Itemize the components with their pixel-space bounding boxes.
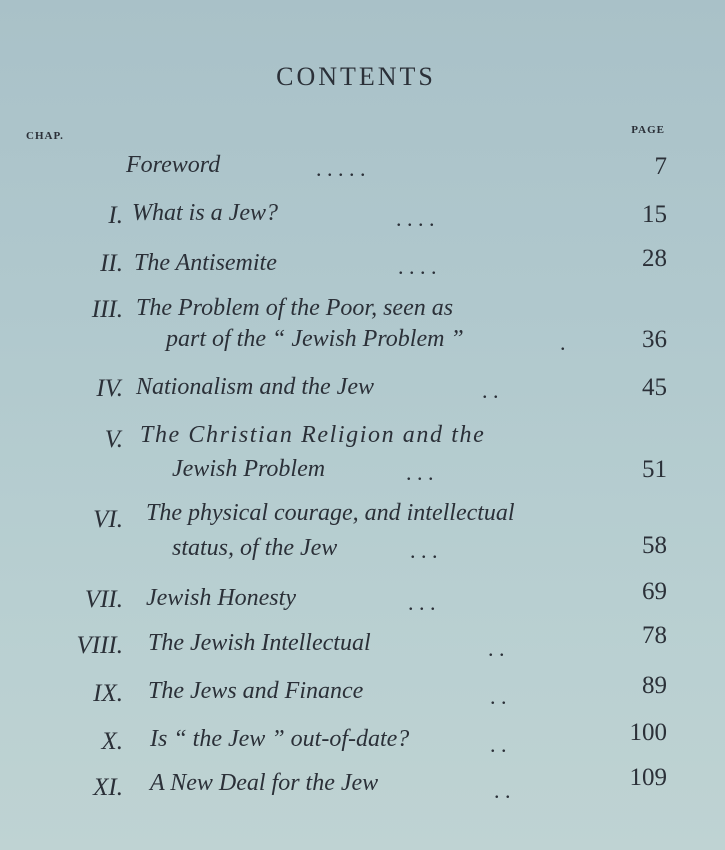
leader-dots: . . bbox=[494, 778, 511, 803]
entry-title: Is “ the Jew ” out-of-date? bbox=[150, 726, 410, 752]
chapter-number: VIII. bbox=[76, 632, 123, 659]
page-column-header: PAGE bbox=[631, 124, 665, 136]
leader-dots: . bbox=[560, 330, 566, 355]
leader-dots: . . . . bbox=[396, 206, 435, 231]
leader-dots: . . . bbox=[408, 590, 436, 615]
entry-title: What is a Jew? bbox=[132, 200, 278, 226]
page-number: 78 bbox=[642, 622, 667, 649]
page-number: 7 bbox=[654, 153, 667, 180]
chapter-number: II. bbox=[100, 250, 123, 277]
chapter-number: VI. bbox=[93, 506, 123, 533]
page-number: 15 bbox=[642, 201, 667, 228]
leader-dots: . . . . bbox=[398, 254, 437, 279]
page-number: 69 bbox=[642, 578, 667, 605]
chapter-number: VII. bbox=[84, 586, 123, 613]
page-number: 89 bbox=[642, 672, 667, 699]
page-number: 51 bbox=[642, 456, 667, 483]
chapter-number: IV. bbox=[96, 375, 123, 402]
chapter-column-header: CHAP. bbox=[26, 130, 64, 142]
entry-title: Foreword bbox=[126, 152, 221, 178]
leader-dots: . . . bbox=[410, 538, 438, 563]
entry-title: The Antisemite bbox=[134, 250, 277, 276]
page-number: 45 bbox=[642, 374, 667, 401]
leader-dots: . . bbox=[482, 378, 499, 403]
entry-title: The Christian Religion and the bbox=[140, 422, 486, 448]
contents-title: CONTENTS bbox=[276, 62, 436, 91]
chapter-number: III. bbox=[91, 296, 123, 323]
entry-title: A New Deal for the Jew bbox=[150, 770, 379, 796]
entry-title: The Jewish Intellectual bbox=[148, 630, 371, 656]
entry-title: The Problem of the Poor, seen as bbox=[136, 295, 454, 321]
entry-title-continued: Jewish Problem bbox=[172, 456, 326, 482]
leader-dots: . . bbox=[490, 684, 507, 709]
chapter-number: X. bbox=[101, 728, 123, 755]
leader-dots: . . bbox=[490, 732, 507, 757]
page-number: 58 bbox=[642, 532, 667, 559]
entry-title-continued: status, of the Jew bbox=[172, 535, 338, 561]
page-number: 28 bbox=[642, 245, 667, 272]
chapter-number: V. bbox=[104, 426, 123, 453]
page-number: 100 bbox=[629, 719, 667, 746]
chapter-number: IX. bbox=[93, 680, 123, 707]
chapter-number: XI. bbox=[93, 774, 123, 801]
page-number: 36 bbox=[642, 326, 667, 353]
entry-title: The Jews and Finance bbox=[148, 678, 364, 704]
entry-title: Jewish Honesty bbox=[146, 585, 296, 611]
leader-dots: . . . . . bbox=[316, 156, 366, 181]
entry-title-continued: part of the “ Jewish Problem ” bbox=[166, 326, 464, 352]
entry-title: The physical courage, and intellectual bbox=[146, 500, 515, 526]
leader-dots: . . bbox=[488, 636, 505, 661]
entry-title: Nationalism and the Jew bbox=[136, 374, 374, 400]
chapter-number: I. bbox=[108, 202, 123, 229]
page-number: 109 bbox=[629, 764, 667, 791]
leader-dots: . . . bbox=[406, 460, 434, 485]
